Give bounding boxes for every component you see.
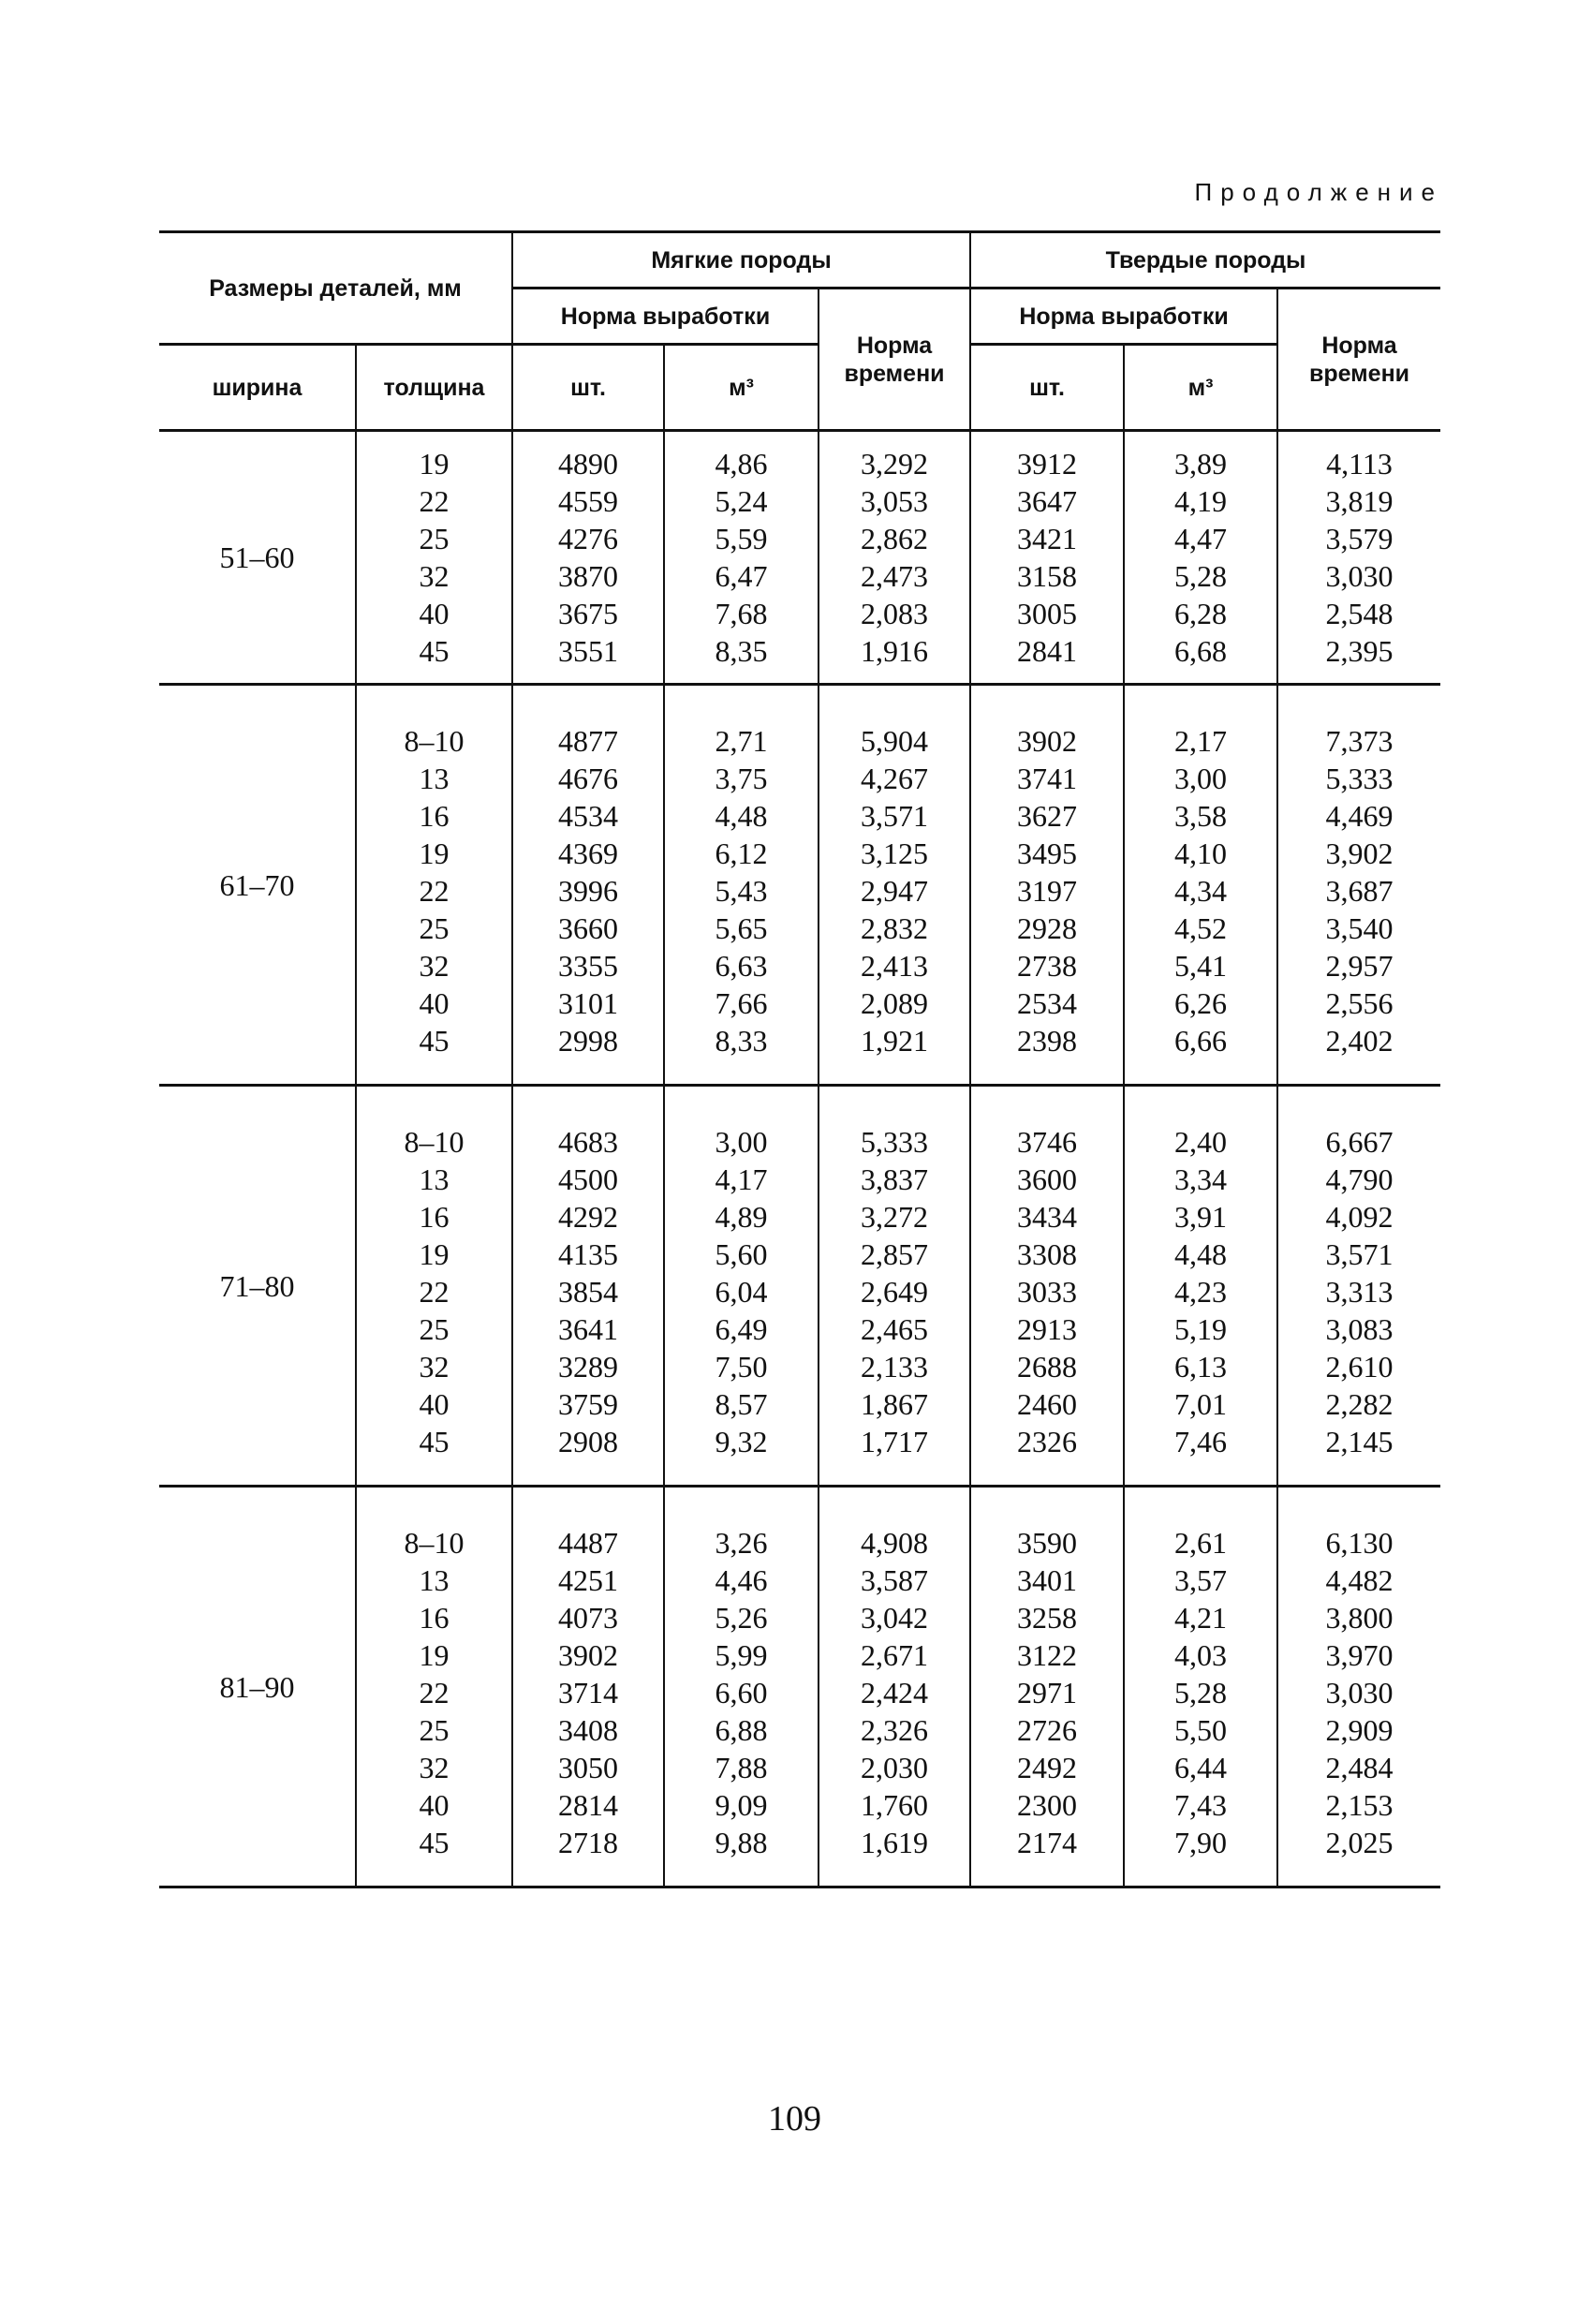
cell-thickness: 40 (419, 986, 450, 1020)
header-soft-time-norm: Норма времени (819, 289, 970, 431)
cell-soft-m3: 5,65 (715, 911, 768, 945)
cell-hard-m3: 4,34 (1174, 874, 1228, 908)
cell-hard-time: 3,571 (1325, 1237, 1394, 1271)
cell-hard-time: 3,579 (1325, 522, 1394, 555)
cell-thickness: 40 (419, 597, 450, 630)
cell-hard-pcs: 3197 (1017, 874, 1078, 908)
cell-thickness: 32 (419, 1350, 450, 1384)
cell-hard-m3: 4,21 (1174, 1601, 1228, 1635)
cell-soft-time: 3,272 (861, 1200, 928, 1234)
header-soft-wood: Мягкие породы (512, 232, 970, 289)
cell-soft-pcs: 3854 (558, 1275, 618, 1309)
cell-hard-pcs: 3258 (1017, 1601, 1078, 1635)
cell-soft-m3: 3,26 (715, 1526, 768, 1560)
width-range: 51–60 (159, 431, 356, 685)
cell-soft-pcs: 2998 (558, 1024, 618, 1058)
cell-soft-pcs: 4292 (558, 1200, 618, 1234)
cell-soft-m3: 4,46 (715, 1563, 768, 1597)
cell-soft-time: 1,619 (861, 1826, 928, 1859)
cell-hard-time: 7,373 (1325, 724, 1394, 758)
cell-hard-time: 3,030 (1325, 1676, 1394, 1710)
column-thickness (356, 1086, 512, 1487)
cell-soft-m3: 7,66 (715, 986, 768, 1020)
column-soft-pcs (512, 1086, 664, 1487)
header-soft-output-norm: Норма выработки (512, 289, 819, 345)
cell-hard-m3: 7,46 (1174, 1425, 1228, 1458)
cell-hard-pcs: 2971 (1017, 1676, 1078, 1710)
cell-hard-pcs: 2726 (1017, 1713, 1078, 1747)
column-soft-time (819, 431, 970, 685)
cell-hard-time: 6,130 (1325, 1526, 1394, 1560)
cell-soft-time: 3,053 (861, 484, 928, 518)
cell-soft-time: 3,042 (861, 1601, 928, 1635)
cell-hard-m3: 4,52 (1174, 911, 1228, 945)
cell-hard-time: 2,402 (1325, 1024, 1394, 1058)
cell-soft-time: 5,333 (861, 1125, 928, 1159)
cell-thickness: 40 (419, 1788, 450, 1822)
cell-thickness: 45 (419, 1826, 450, 1859)
column-hard-pcs (970, 1487, 1124, 1887)
table-body (159, 431, 1440, 1887)
cell-soft-time: 2,857 (861, 1237, 928, 1271)
cell-hard-time: 2,025 (1325, 1826, 1394, 1859)
cell-hard-pcs: 3741 (1017, 762, 1078, 795)
cell-soft-m3: 9,09 (715, 1788, 768, 1822)
cell-hard-time: 3,902 (1325, 836, 1394, 870)
cell-thickness: 25 (419, 1713, 450, 1747)
cell-hard-pcs: 2913 (1017, 1312, 1078, 1346)
cell-hard-pcs: 3421 (1017, 522, 1078, 555)
cell-soft-time: 2,083 (861, 597, 928, 630)
cell-hard-m3: 2,40 (1174, 1125, 1228, 1159)
cell-hard-pcs: 3033 (1017, 1275, 1078, 1309)
cell-thickness: 45 (419, 1024, 450, 1058)
cell-hard-pcs: 2738 (1017, 949, 1078, 983)
cell-hard-m3: 4,47 (1174, 522, 1228, 555)
cell-hard-pcs: 2398 (1017, 1024, 1078, 1058)
cell-hard-pcs: 3627 (1017, 799, 1078, 833)
cell-soft-time: 1,916 (861, 634, 928, 668)
cell-hard-pcs: 3122 (1017, 1638, 1078, 1672)
cell-soft-m3: 6,47 (715, 559, 768, 593)
cell-hard-time: 2,153 (1325, 1788, 1394, 1822)
column-soft-m3 (664, 1086, 819, 1487)
column-soft-m3 (664, 1487, 819, 1887)
column-hard-m3 (1124, 431, 1277, 685)
cell-hard-m3: 6,13 (1174, 1350, 1228, 1384)
cell-soft-m3: 9,32 (715, 1425, 768, 1458)
cell-hard-pcs: 2326 (1017, 1425, 1078, 1458)
cell-soft-time: 2,133 (861, 1350, 928, 1384)
column-hard-m3 (1124, 1086, 1277, 1487)
cell-soft-pcs: 4559 (558, 484, 618, 518)
header-soft-m3: м³ (664, 345, 819, 431)
cell-thickness: 8–10 (404, 1125, 465, 1159)
cell-hard-pcs: 3495 (1017, 836, 1078, 870)
cell-soft-pcs: 2814 (558, 1788, 618, 1822)
column-hard-pcs (970, 685, 1124, 1086)
cell-hard-time: 3,030 (1325, 559, 1394, 593)
cell-soft-time: 5,904 (861, 724, 928, 758)
cell-soft-m3: 7,88 (715, 1751, 768, 1784)
cell-soft-pcs: 3641 (558, 1312, 618, 1346)
column-hard-time (1277, 1086, 1440, 1487)
cell-hard-time: 3,687 (1325, 874, 1394, 908)
cell-soft-m3: 3,75 (715, 762, 768, 795)
header-hard-time-norm: Норма времени (1277, 289, 1440, 431)
cell-soft-time: 4,908 (861, 1526, 928, 1560)
column-hard-m3 (1124, 685, 1277, 1086)
cell-hard-m3: 3,58 (1174, 799, 1228, 833)
cell-hard-time: 2,282 (1325, 1387, 1394, 1421)
cell-soft-time: 1,760 (861, 1788, 928, 1822)
cell-hard-pcs: 2534 (1017, 986, 1078, 1020)
column-soft-pcs (512, 1487, 664, 1887)
cell-thickness: 22 (419, 874, 450, 908)
cell-thickness: 25 (419, 1312, 450, 1346)
cell-soft-pcs: 3289 (558, 1350, 618, 1384)
cell-soft-m3: 6,60 (715, 1676, 768, 1710)
cell-soft-m3: 5,43 (715, 874, 768, 908)
cell-hard-m3: 2,61 (1174, 1526, 1228, 1560)
cell-thickness: 13 (419, 1162, 450, 1196)
table-block (159, 1487, 1440, 1887)
header-sizes: Размеры деталей, мм (159, 232, 512, 345)
cell-soft-pcs: 4676 (558, 762, 618, 795)
cell-thickness: 8–10 (404, 1526, 465, 1560)
cell-thickness: 19 (419, 447, 450, 481)
cell-soft-pcs: 4369 (558, 836, 618, 870)
cell-soft-pcs: 2908 (558, 1425, 618, 1458)
column-soft-m3 (664, 431, 819, 685)
cell-hard-pcs: 3902 (1017, 724, 1078, 758)
cell-thickness: 8–10 (404, 724, 465, 758)
column-soft-pcs (512, 431, 664, 685)
cell-soft-time: 3,125 (861, 836, 928, 870)
cell-hard-m3: 6,28 (1174, 597, 1228, 630)
cell-hard-pcs: 2841 (1017, 634, 1078, 668)
column-thickness (356, 1487, 512, 1887)
cell-soft-pcs: 4135 (558, 1237, 618, 1271)
table-block (159, 431, 1440, 685)
cell-soft-time: 1,921 (861, 1024, 928, 1058)
cell-thickness: 32 (419, 559, 450, 593)
cell-soft-time: 2,649 (861, 1275, 928, 1309)
cell-soft-m3: 5,99 (715, 1638, 768, 1672)
cell-hard-time: 2,909 (1325, 1713, 1394, 1747)
cell-soft-time: 3,292 (861, 447, 928, 481)
cell-soft-pcs: 3660 (558, 911, 618, 945)
cell-soft-pcs: 4487 (558, 1526, 618, 1560)
cell-soft-m3: 6,04 (715, 1275, 768, 1309)
cell-hard-time: 2,548 (1325, 597, 1394, 630)
cell-hard-m3: 2,17 (1174, 724, 1228, 758)
cell-hard-pcs: 3308 (1017, 1237, 1078, 1271)
cell-hard-pcs: 2928 (1017, 911, 1078, 945)
cell-thickness: 22 (419, 1275, 450, 1309)
cell-soft-m3: 6,12 (715, 836, 768, 870)
column-hard-pcs (970, 431, 1124, 685)
cell-hard-pcs: 3746 (1017, 1125, 1078, 1159)
header-width: ширина (159, 345, 356, 431)
cell-soft-pcs: 3101 (558, 986, 618, 1020)
cell-soft-pcs: 2718 (558, 1826, 618, 1859)
cell-hard-time: 2,957 (1325, 949, 1394, 983)
cell-hard-pcs: 2688 (1017, 1350, 1078, 1384)
column-hard-time (1277, 431, 1440, 685)
cell-thickness: 16 (419, 1601, 450, 1635)
cell-thickness: 32 (419, 949, 450, 983)
cell-soft-pcs: 3675 (558, 597, 618, 630)
cell-hard-m3: 7,01 (1174, 1387, 1228, 1421)
cell-soft-m3: 6,63 (715, 949, 768, 983)
cell-soft-time: 2,473 (861, 559, 928, 593)
cell-soft-m3: 5,26 (715, 1601, 768, 1635)
cell-hard-m3: 3,57 (1174, 1563, 1228, 1597)
cell-hard-time: 2,610 (1325, 1350, 1394, 1384)
cell-soft-pcs: 4276 (558, 522, 618, 555)
cell-hard-time: 5,333 (1325, 762, 1394, 795)
cell-hard-pcs: 3912 (1017, 447, 1078, 481)
cell-soft-m3: 3,00 (715, 1125, 768, 1159)
cell-hard-pcs: 2460 (1017, 1387, 1078, 1421)
cell-soft-time: 2,413 (861, 949, 928, 983)
cell-soft-pcs: 3714 (558, 1676, 618, 1710)
cell-hard-pcs: 3600 (1017, 1162, 1078, 1196)
cell-hard-pcs: 3005 (1017, 597, 1078, 630)
cell-soft-m3: 4,48 (715, 799, 768, 833)
cell-thickness: 13 (419, 1563, 450, 1597)
cell-hard-time: 3,540 (1325, 911, 1394, 945)
header-soft-pcs: шт. (512, 345, 664, 431)
cell-thickness: 45 (419, 1425, 450, 1458)
cell-soft-time: 1,867 (861, 1387, 928, 1421)
cell-hard-m3: 5,50 (1174, 1713, 1228, 1747)
cell-hard-time: 2,395 (1325, 634, 1394, 668)
width-range: 81–90 (159, 1487, 356, 1887)
column-hard-pcs (970, 1086, 1124, 1487)
cell-soft-m3: 8,35 (715, 634, 768, 668)
cell-soft-time: 2,671 (861, 1638, 928, 1672)
header-thickness: толщина (356, 345, 512, 431)
cell-soft-pcs: 3551 (558, 634, 618, 668)
header-hard-wood: Твердые породы (970, 232, 1440, 289)
cell-hard-m3: 4,23 (1174, 1275, 1228, 1309)
column-thickness (356, 431, 512, 685)
cell-hard-time: 3,083 (1325, 1312, 1394, 1346)
header-hard-output-norm: Норма выработки (970, 289, 1277, 345)
cell-thickness: 22 (419, 1676, 450, 1710)
cell-hard-pcs: 3590 (1017, 1526, 1078, 1560)
width-range: 61–70 (159, 685, 356, 1086)
column-hard-m3 (1124, 1487, 1277, 1887)
cell-thickness: 16 (419, 799, 450, 833)
cell-soft-m3: 5,60 (715, 1237, 768, 1271)
cell-hard-m3: 5,19 (1174, 1312, 1228, 1346)
cell-hard-m3: 7,43 (1174, 1788, 1228, 1822)
cell-hard-pcs: 2300 (1017, 1788, 1078, 1822)
cell-soft-time: 3,587 (861, 1563, 928, 1597)
cell-hard-time: 6,667 (1325, 1125, 1394, 1159)
cell-soft-m3: 8,57 (715, 1387, 768, 1421)
cell-soft-m3: 8,33 (715, 1024, 768, 1058)
header-hard-m3: м³ (1124, 345, 1277, 431)
cell-hard-m3: 5,28 (1174, 1676, 1228, 1710)
cell-thickness: 19 (419, 836, 450, 870)
cell-hard-m3: 4,19 (1174, 484, 1228, 518)
cell-soft-time: 2,424 (861, 1676, 928, 1710)
cell-hard-time: 2,556 (1325, 986, 1394, 1020)
cell-hard-pcs: 3158 (1017, 559, 1078, 593)
cell-soft-time: 2,089 (861, 986, 928, 1020)
table-block (159, 685, 1440, 1086)
cell-hard-m3: 4,03 (1174, 1638, 1228, 1672)
cell-soft-pcs: 3996 (558, 874, 618, 908)
cell-hard-time: 4,113 (1326, 447, 1393, 481)
cell-hard-pcs: 2492 (1017, 1751, 1078, 1784)
cell-hard-m3: 4,48 (1174, 1237, 1228, 1271)
cell-hard-time: 4,469 (1325, 799, 1394, 833)
column-soft-m3 (664, 685, 819, 1086)
cell-thickness: 19 (419, 1237, 450, 1271)
cell-soft-pcs: 4534 (558, 799, 618, 833)
cell-soft-m3: 4,89 (715, 1200, 768, 1234)
cell-hard-time: 2,484 (1325, 1751, 1394, 1784)
header-hard-pcs: шт. (970, 345, 1124, 431)
cell-soft-time: 2,832 (861, 911, 928, 945)
column-soft-pcs (512, 685, 664, 1086)
cell-soft-pcs: 3355 (558, 949, 618, 983)
production-norms-table (159, 230, 1440, 1888)
cell-soft-m3: 7,68 (715, 597, 768, 630)
column-soft-time (819, 685, 970, 1086)
cell-thickness: 16 (419, 1200, 450, 1234)
cell-hard-m3: 4,10 (1174, 836, 1228, 870)
cell-soft-time: 1,717 (861, 1425, 928, 1458)
cell-hard-time: 2,145 (1325, 1425, 1394, 1458)
cell-thickness: 45 (419, 634, 450, 668)
cell-hard-m3: 3,00 (1174, 762, 1228, 795)
cell-thickness: 22 (419, 484, 450, 518)
cell-soft-time: 4,267 (861, 762, 928, 795)
cell-hard-pcs: 3401 (1017, 1563, 1078, 1597)
cell-hard-time: 3,313 (1325, 1275, 1394, 1309)
cell-soft-pcs: 3759 (558, 1387, 618, 1421)
cell-soft-time: 2,947 (861, 874, 928, 908)
cell-soft-pcs: 4890 (558, 447, 618, 481)
cell-soft-pcs: 3902 (558, 1638, 618, 1672)
cell-hard-time: 4,092 (1325, 1200, 1394, 1234)
cell-hard-m3: 6,66 (1174, 1024, 1228, 1058)
cell-hard-m3: 3,91 (1174, 1200, 1228, 1234)
cell-soft-m3: 2,71 (715, 724, 768, 758)
cell-soft-time: 3,837 (861, 1162, 928, 1196)
cell-soft-m3: 4,86 (715, 447, 768, 481)
cell-soft-pcs: 3408 (558, 1713, 618, 1747)
cell-hard-m3: 5,28 (1174, 559, 1228, 593)
cell-thickness: 13 (419, 762, 450, 795)
cell-soft-m3: 5,59 (715, 522, 768, 555)
cell-thickness: 25 (419, 911, 450, 945)
cell-hard-pcs: 3434 (1017, 1200, 1078, 1234)
cell-soft-pcs: 3050 (558, 1751, 618, 1784)
cell-soft-m3: 7,50 (715, 1350, 768, 1384)
cell-soft-pcs: 4877 (558, 724, 618, 758)
cell-hard-time: 3,970 (1325, 1638, 1394, 1672)
continued-label: Продолжение (1194, 178, 1443, 206)
cell-hard-m3: 7,90 (1174, 1826, 1228, 1859)
cell-soft-m3: 6,88 (715, 1713, 768, 1747)
cell-thickness: 25 (419, 522, 450, 555)
cell-thickness: 19 (419, 1638, 450, 1672)
width-range: 71–80 (159, 1086, 356, 1487)
cell-hard-m3: 5,41 (1174, 949, 1228, 983)
cell-soft-pcs: 4251 (558, 1563, 618, 1597)
cell-hard-m3: 6,68 (1174, 634, 1228, 668)
column-hard-time (1277, 685, 1440, 1086)
cell-hard-pcs: 2174 (1017, 1826, 1078, 1859)
cell-soft-time: 3,571 (861, 799, 928, 833)
cell-hard-m3: 6,26 (1174, 986, 1228, 1020)
table-block (159, 1086, 1440, 1487)
column-thickness (356, 685, 512, 1086)
cell-hard-m3: 3,34 (1174, 1162, 1228, 1196)
cell-soft-time: 2,465 (861, 1312, 928, 1346)
cell-soft-time: 2,862 (861, 522, 928, 555)
column-hard-time (1277, 1487, 1440, 1887)
cell-soft-pcs: 4073 (558, 1601, 618, 1635)
cell-hard-m3: 6,44 (1174, 1751, 1228, 1784)
cell-soft-m3: 4,17 (715, 1162, 768, 1196)
cell-thickness: 40 (419, 1387, 450, 1421)
cell-hard-time: 3,800 (1325, 1601, 1394, 1635)
cell-soft-m3: 9,88 (715, 1826, 768, 1859)
cell-soft-time: 2,030 (861, 1751, 928, 1784)
cell-hard-time: 3,819 (1325, 484, 1394, 518)
cell-hard-pcs: 3647 (1017, 484, 1078, 518)
cell-soft-m3: 6,49 (715, 1312, 768, 1346)
cell-hard-time: 4,482 (1325, 1563, 1394, 1597)
cell-soft-m3: 5,24 (715, 484, 768, 518)
cell-thickness: 32 (419, 1751, 450, 1784)
cell-soft-pcs: 3870 (558, 559, 618, 593)
cell-soft-pcs: 4500 (558, 1162, 618, 1196)
cell-soft-time: 2,326 (861, 1713, 928, 1747)
cell-hard-m3: 3,89 (1174, 447, 1228, 481)
page-number: 109 (768, 2099, 821, 2139)
cell-soft-pcs: 4683 (558, 1125, 618, 1159)
column-soft-time (819, 1086, 970, 1487)
column-soft-time (819, 1487, 970, 1887)
cell-hard-time: 4,790 (1325, 1162, 1394, 1196)
